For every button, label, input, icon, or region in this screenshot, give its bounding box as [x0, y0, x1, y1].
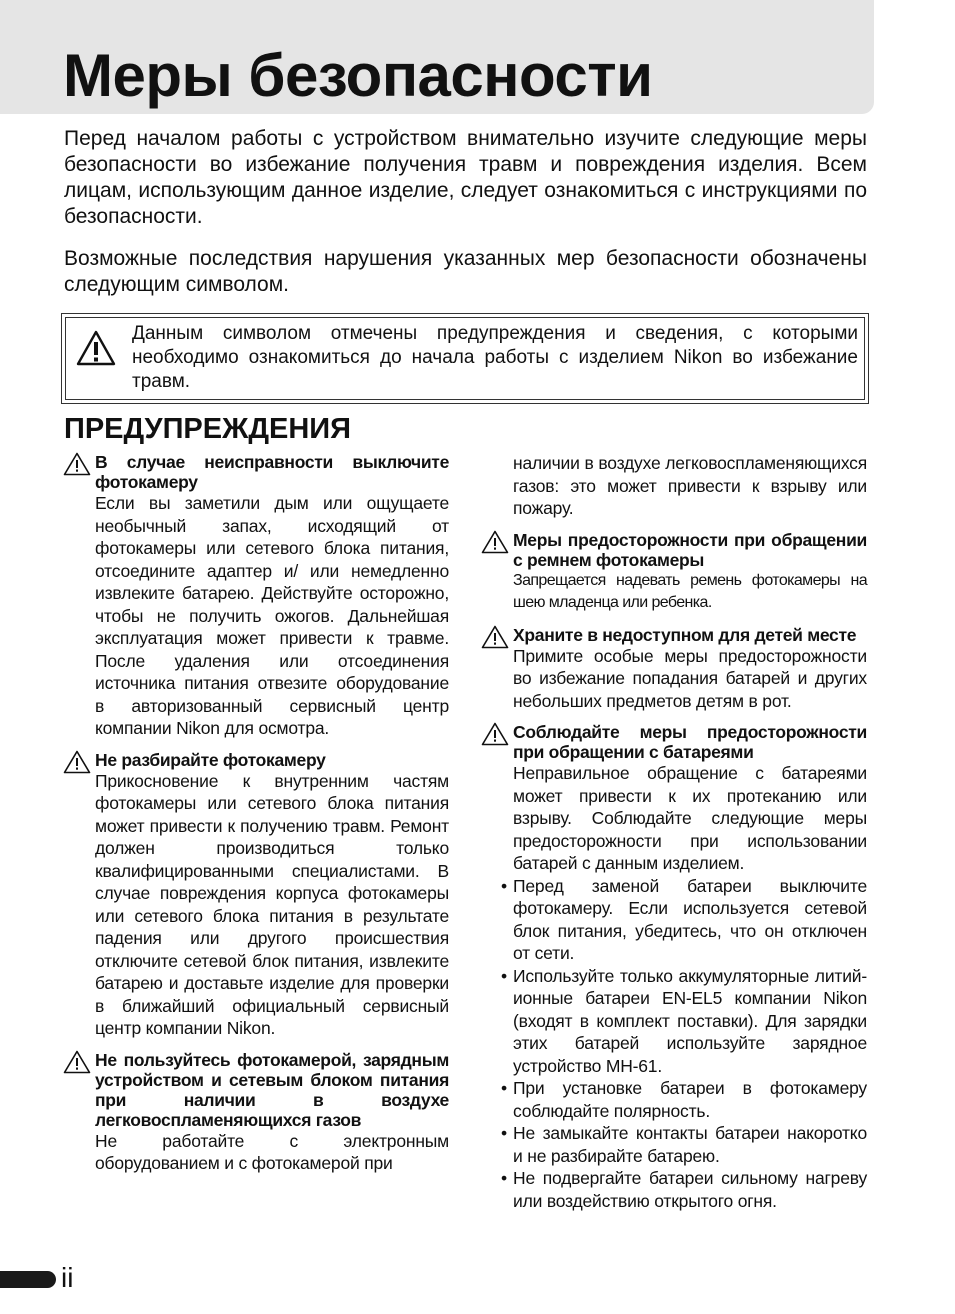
warning-triangle-icon [63, 750, 91, 774]
battery-precautions-list [501, 875, 867, 1213]
list-item: • Перед заменой батареи выключите фотокамеру. Если используется сетевой блок питания, убедитесь, что он отключен от сети. [501, 875, 867, 963]
warning-title: Соблюдайте меры предосторожности при обращении с батареями [513, 722, 867, 762]
warning-item [481, 625, 867, 713]
list-item-text: Не подвергайте батареи сильному нагреву или воздействию открытого огня. [513, 1168, 867, 1211]
warning-body: Прикосновение к внутренним частям фотокамеры или сетевого блока питания может привести к получению травм. Ремонт должен производиться только квалифицированными специалистами. В случае повреждения корпуса фотокамеры или сетевого блока питания в результате падения или другого происшествия отключите сетевой блок питания, извлеките батарею и доставьте изделие для проверки в ближайший официальный сервисный центр компании Nikon. [95, 770, 449, 1038]
list-item: • Не замыкайте контакты батареи накоротко и не разбирайте батарею. [501, 1123, 867, 1166]
warning-title: Не разбирайте фотокамеру [95, 749, 326, 770]
warning-triangle-icon [76, 330, 116, 366]
warning-title: Не пользуйтесь фотокамерой, зарядным устройством и сетевым блоком питания при наличии в воздухе легковоспламеняющихся газов [95, 1049, 449, 1130]
warning-body: Не работайте с электронным оборудованием и с фотокамерой при [95, 1130, 449, 1173]
warning-triangle-icon [481, 722, 509, 746]
warning-item [481, 722, 867, 1212]
warning-triangle-icon [481, 530, 509, 554]
warning-item [63, 452, 449, 740]
list-item: • Используйте только аккумуляторные литий-ионные батареи EN-EL5 компании Nikon (входят в комплект поставки). Для зарядки этих батарей используйте зарядное устройство MH-61. [501, 965, 867, 1076]
right-column [481, 452, 867, 1222]
warning-body-continued: наличии в воздухе легковоспламеняющихся газов: это может привести к взрыву или пожару. [513, 453, 867, 518]
warning-body: Запрещается надевать ремень фотокамеры на шею младенца или ребенка. [513, 571, 867, 611]
warning-title: Храните в недоступном для детей месте [513, 624, 857, 645]
warning-item [63, 1050, 449, 1175]
notice-text: Данным символом отмечены предупреждения и сведения, с которыми необходимо ознакомиться до начала работы с изделием Nikon во избежание травм. [132, 323, 858, 392]
list-item-text: Используйте только аккумуляторные литий-ионные батареи EN-EL5 компании Nikon (входят в комплект поставки). Для зарядки этих батарей используйте зарядное устройство MH-61. [513, 965, 867, 1076]
page-title: Меры безопасности [63, 42, 653, 109]
intro-paragraph-2: Возможные последствия нарушения указанных мер безопасности обозначены следующим символом. [64, 247, 867, 296]
list-item-text: Перед заменой батареи выключите фотокамеру. Если используется сетевой блок питания, убедитесь, что он отключен от сети. [513, 875, 867, 963]
warning-body: Неправильное обращение с батареями может привести к их протеканию или взрыву. Соблюдайте следующие меры предосторожности при использовании батарей с данным изделием. [513, 763, 867, 873]
warning-triangle-icon [481, 625, 509, 649]
warning-body: Если вы заметили дым или ощущаете необычный запах, исходящий от фотокамеры или сетевого блока питания, отсоедините адаптер и/ или немедленно извлеките батарею. Действуйте осторожно, чтобы не получить ожогов. Дальнейшая эксплуатация может привести к травме. После удаления или отсоединения источника питания отвезите оборудование в авторизованный сервисный центр компании Nikon для осмотра. [95, 493, 449, 738]
list-item-text: При установке батареи в фотокамеру соблюдайте полярность. [513, 1078, 867, 1121]
intro-paragraph-1: Перед началом работы с устройством внимательно изучите следующие меры безопасности во избежание получения травм и повреждения изделия. Всем лицам, использующим данное изделие, следует ознакомиться с инструкциями по безопасности. [64, 127, 867, 228]
warning-body: Примите особые меры предосторожности во избежание попадания батарей и других небольших предметов детям в рот. [513, 645, 867, 711]
page-tab-marker [0, 1271, 56, 1288]
section-heading: ПРЕДУПРЕЖДЕНИЯ [64, 413, 351, 445]
list-item: • Не подвергайте батареи сильному нагреву или воздействию открытого огня. [501, 1168, 867, 1211]
list-item-text: Не замыкайте контакты батареи накоротко и не разбирайте батарею. [513, 1123, 867, 1166]
warning-item [481, 530, 867, 615]
warning-triangle-icon [63, 452, 91, 476]
list-item: • При установке батареи в фотокамеру соблюдайте полярность. [501, 1078, 867, 1121]
page-number: ii [61, 1262, 74, 1293]
warning-title: В случае неисправности выключите фотокамеру [95, 452, 449, 492]
left-column [63, 452, 449, 1185]
warning-title: Меры предосторожности при обращении с ремнем фотокамеры [513, 529, 867, 570]
warning-triangle-icon [63, 1050, 91, 1074]
warning-item [63, 750, 449, 1040]
notice-box [61, 313, 869, 404]
